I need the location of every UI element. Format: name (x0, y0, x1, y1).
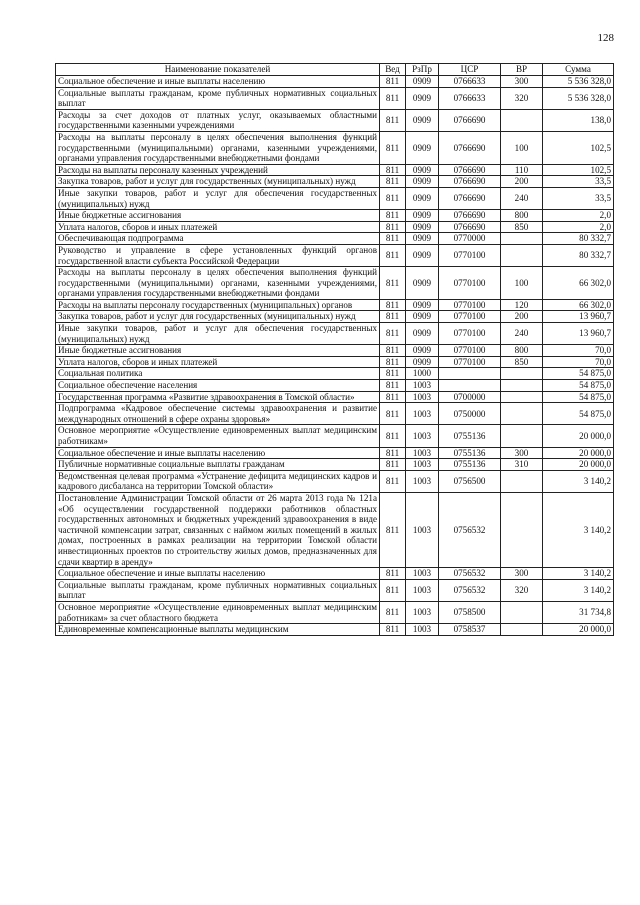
table-row (56, 299, 614, 311)
cell-ved: 811 (380, 425, 406, 447)
cell-sum: 3 140,2 (543, 470, 614, 492)
cell-ved: 811 (380, 345, 406, 357)
cell-rzpr: 1003 (406, 579, 439, 601)
cell-vr (501, 244, 543, 266)
table-row (56, 368, 614, 380)
cell-rzpr: 1003 (406, 624, 439, 636)
table-row (56, 492, 614, 567)
table-row (56, 391, 614, 403)
cell-csr: 0770100 (439, 311, 501, 323)
cell-vr (501, 391, 543, 403)
cell-sum: 54 875,0 (543, 403, 614, 425)
cell-csr (439, 380, 501, 392)
cell-ved: 811 (380, 492, 406, 567)
cell-rzpr: 0909 (406, 109, 439, 131)
cell-rzpr: 0909 (406, 299, 439, 311)
header-csr: ЦСР (439, 64, 501, 76)
cell-sum: 20 000,0 (543, 447, 614, 459)
cell-csr: 0755136 (439, 459, 501, 471)
cell-csr: 0756532 (439, 579, 501, 601)
cell-ved: 811 (380, 568, 406, 580)
cell-vr (501, 492, 543, 567)
cell-vr: 300 (501, 76, 543, 88)
cell-csr: 0750000 (439, 403, 501, 425)
cell-rzpr: 0909 (406, 210, 439, 222)
header-vr: ВР (501, 64, 543, 76)
cell-ved: 811 (380, 267, 406, 300)
cell-name: Иные бюджетные ассигнования (56, 345, 380, 357)
cell-name: Уплата налогов, сборов и иных платежей (56, 356, 380, 368)
cell-name: Основное мероприятие «Осуществление единовременных выплат медицинским работникам» за счет областного бюджета (56, 601, 380, 623)
table-row (56, 403, 614, 425)
cell-name: Социальная политика (56, 368, 380, 380)
cell-name: Постановление Администрации Томской области от 26 марта 2013 года № 121а «Об осуществлении государственной поддержки работников областных государственных автономных и бюджетных учреждений здравоохранения в виде частичной компенсации затрат, связанных с наймом жилых помещений в жилых домах, построенных в рамках реализации на территории Томской области инвестиционных проектов по строительству жилых домов, предназначенных для сдачи квартир в аренду» (56, 492, 380, 567)
table-row (56, 233, 614, 245)
cell-name: Закупка товаров, работ и услуг для государственных (муниципальных) нужд (56, 311, 380, 323)
cell-sum: 13 960,7 (543, 311, 614, 323)
cell-csr: 0756500 (439, 470, 501, 492)
table-row (56, 221, 614, 233)
cell-vr: 300 (501, 568, 543, 580)
cell-name: Основное мероприятие «Осуществление единовременных выплат медицинским работникам» (56, 425, 380, 447)
cell-name: Социальные выплаты гражданам, кроме публичных нормативных социальных выплат (56, 579, 380, 601)
cell-sum: 66 302,0 (543, 267, 614, 300)
cell-name: Расходы на выплаты персоналу в целях обеспечения выполнения функций государственными (муниципальными) органами, казенными учреждениями, органами управления государственными внебюджетными фондами (56, 267, 380, 300)
table-row (56, 579, 614, 601)
cell-csr: 0770100 (439, 356, 501, 368)
cell-name: Единовременные компенсационные выплаты медицинским (56, 624, 380, 636)
cell-vr (501, 470, 543, 492)
cell-rzpr: 1003 (406, 380, 439, 392)
cell-vr: 200 (501, 176, 543, 188)
cell-ved: 811 (380, 131, 406, 164)
cell-rzpr: 1003 (406, 391, 439, 403)
cell-rzpr: 0909 (406, 176, 439, 188)
cell-name: Публичные нормативные социальные выплаты гражданам (56, 459, 380, 471)
table-row (56, 624, 614, 636)
header-rzpr: РзПр (406, 64, 439, 76)
cell-ved: 811 (380, 459, 406, 471)
cell-csr: 0770000 (439, 233, 501, 245)
cell-vr: 100 (501, 131, 543, 164)
cell-csr: 0758500 (439, 601, 501, 623)
cell-csr: 0756532 (439, 568, 501, 580)
cell-vr: 100 (501, 267, 543, 300)
cell-ved: 811 (380, 109, 406, 131)
cell-rzpr: 1000 (406, 368, 439, 380)
table-row (56, 447, 614, 459)
cell-ved: 811 (380, 579, 406, 601)
cell-csr: 0766690 (439, 176, 501, 188)
cell-rzpr: 0909 (406, 267, 439, 300)
table-row (56, 267, 614, 300)
cell-sum: 20 000,0 (543, 459, 614, 471)
cell-sum: 70,0 (543, 356, 614, 368)
cell-sum: 80 332,7 (543, 244, 614, 266)
cell-csr: 0766690 (439, 187, 501, 209)
cell-sum: 54 875,0 (543, 368, 614, 380)
cell-ved: 811 (380, 210, 406, 222)
cell-csr (439, 368, 501, 380)
table-row (56, 244, 614, 266)
cell-rzpr: 0909 (406, 76, 439, 88)
cell-sum: 2,0 (543, 221, 614, 233)
cell-sum: 33,5 (543, 187, 614, 209)
cell-vr: 800 (501, 345, 543, 357)
cell-name: Иные закупки товаров, работ и услуг для обеспечения государственных (муниципальных) нужд (56, 323, 380, 345)
cell-sum: 66 302,0 (543, 299, 614, 311)
cell-name: Ведомственная целевая программа «Устранение дефицита медицинских кадров и кадрового дисбаланса на территории Томской области» (56, 470, 380, 492)
cell-sum: 33,5 (543, 176, 614, 188)
cell-ved: 811 (380, 624, 406, 636)
cell-csr: 0766690 (439, 164, 501, 176)
cell-rzpr: 0909 (406, 311, 439, 323)
cell-ved: 811 (380, 176, 406, 188)
table-row (56, 76, 614, 88)
cell-rzpr: 0909 (406, 244, 439, 266)
table-row (56, 176, 614, 188)
table-row (56, 187, 614, 209)
cell-name: Иные бюджетные ассигнования (56, 210, 380, 222)
cell-name: Социальное обеспечение и иные выплаты населению (56, 568, 380, 580)
cell-vr: 310 (501, 459, 543, 471)
cell-sum: 20 000,0 (543, 624, 614, 636)
cell-rzpr: 0909 (406, 131, 439, 164)
cell-rzpr: 0909 (406, 187, 439, 209)
cell-csr: 0766690 (439, 210, 501, 222)
cell-name: Расходы на выплаты персоналу государственных (муниципальных) органов (56, 299, 380, 311)
cell-vr: 850 (501, 356, 543, 368)
cell-rzpr: 0909 (406, 323, 439, 345)
cell-vr: 120 (501, 299, 543, 311)
cell-vr: 320 (501, 579, 543, 601)
cell-ved: 811 (380, 368, 406, 380)
cell-csr: 0766690 (439, 109, 501, 131)
cell-vr: 800 (501, 210, 543, 222)
cell-sum: 80 332,7 (543, 233, 614, 245)
cell-rzpr: 0909 (406, 164, 439, 176)
cell-name: Руководство и управление в сфере установленных функций органов государственной власти субъекта Российской Федерации (56, 244, 380, 266)
table-row (56, 323, 614, 345)
cell-rzpr: 1003 (406, 470, 439, 492)
cell-rzpr: 1003 (406, 425, 439, 447)
cell-vr: 300 (501, 447, 543, 459)
cell-ved: 811 (380, 403, 406, 425)
table-row (56, 164, 614, 176)
header-name: Наименование показателей (56, 64, 380, 76)
cell-ved: 811 (380, 244, 406, 266)
cell-vr: 850 (501, 221, 543, 233)
cell-vr (501, 624, 543, 636)
cell-vr: 110 (501, 164, 543, 176)
cell-name: Социальное обеспечение населения (56, 380, 380, 392)
cell-csr: 0770100 (439, 345, 501, 357)
cell-name: Подпрограмма «Кадровое обеспечение системы здравоохранения и развитие международных отношений в сфере охраны здоровья» (56, 403, 380, 425)
cell-vr: 240 (501, 187, 543, 209)
cell-ved: 811 (380, 87, 406, 109)
cell-ved: 811 (380, 356, 406, 368)
cell-sum: 3 140,2 (543, 568, 614, 580)
cell-csr: 0766690 (439, 131, 501, 164)
table-row (56, 380, 614, 392)
table-row (56, 109, 614, 131)
cell-name: Государственная программа «Развитие здравоохранения в Томской области» (56, 391, 380, 403)
cell-rzpr: 0909 (406, 233, 439, 245)
cell-name: Расходы на выплаты персоналу в целях обеспечения выполнения функций государственными (муниципальными) органами, казенными учреждениями, органами управления государственными внебюджетными фондами (56, 131, 380, 164)
cell-vr (501, 380, 543, 392)
cell-ved: 811 (380, 233, 406, 245)
cell-name: Обеспечивающая подпрограмма (56, 233, 380, 245)
cell-sum: 3 140,2 (543, 579, 614, 601)
cell-name: Закупка товаров, работ и услуг для государственных (муниципальных) нужд (56, 176, 380, 188)
cell-sum: 3 140,2 (543, 492, 614, 567)
table-row (56, 131, 614, 164)
cell-ved: 811 (380, 299, 406, 311)
table-row (56, 601, 614, 623)
table-row (56, 210, 614, 222)
cell-sum: 5 536 328,0 (543, 87, 614, 109)
cell-csr: 0766690 (439, 221, 501, 233)
cell-rzpr: 1003 (406, 568, 439, 580)
cell-ved: 811 (380, 601, 406, 623)
cell-sum: 54 875,0 (543, 380, 614, 392)
page-number: 128 (597, 32, 614, 44)
cell-sum: 54 875,0 (543, 391, 614, 403)
cell-rzpr: 1003 (406, 459, 439, 471)
cell-sum: 70,0 (543, 345, 614, 357)
cell-vr: 200 (501, 311, 543, 323)
cell-vr (501, 601, 543, 623)
cell-ved: 811 (380, 323, 406, 345)
cell-rzpr: 1003 (406, 492, 439, 567)
cell-vr (501, 109, 543, 131)
cell-vr: 240 (501, 323, 543, 345)
cell-name: Социальное обеспечение и иные выплаты населению (56, 447, 380, 459)
table-row (56, 470, 614, 492)
cell-csr: 0756532 (439, 492, 501, 567)
cell-sum: 138,0 (543, 109, 614, 131)
header-ved: Вед (380, 64, 406, 76)
cell-ved: 811 (380, 221, 406, 233)
cell-ved: 811 (380, 391, 406, 403)
cell-name: Иные закупки товаров, работ и услуг для обеспечения государственных (муниципальных) нужд (56, 187, 380, 209)
cell-rzpr: 0909 (406, 345, 439, 357)
table-row (56, 356, 614, 368)
cell-ved: 811 (380, 311, 406, 323)
cell-csr: 0766633 (439, 87, 501, 109)
table-row (56, 87, 614, 109)
cell-ved: 811 (380, 76, 406, 88)
cell-sum: 31 734,8 (543, 601, 614, 623)
cell-name: Социальные выплаты гражданам, кроме публичных нормативных социальных выплат (56, 87, 380, 109)
cell-vr: 320 (501, 87, 543, 109)
table-body (56, 76, 614, 636)
cell-csr: 0766633 (439, 76, 501, 88)
cell-rzpr: 1003 (406, 403, 439, 425)
cell-rzpr: 1003 (406, 601, 439, 623)
cell-sum: 102,5 (543, 131, 614, 164)
cell-vr (501, 403, 543, 425)
cell-vr (501, 233, 543, 245)
cell-rzpr: 1003 (406, 447, 439, 459)
cell-name: Расходы за счет доходов от платных услуг, оказываемых областными государственными казенными учреждениями (56, 109, 380, 131)
cell-ved: 811 (380, 470, 406, 492)
table-row (56, 345, 614, 357)
table-header-row (56, 64, 614, 76)
cell-csr: 0700000 (439, 391, 501, 403)
cell-rzpr: 0909 (406, 356, 439, 368)
table-row (56, 459, 614, 471)
cell-sum: 102,5 (543, 164, 614, 176)
cell-csr: 0770100 (439, 299, 501, 311)
cell-sum: 5 536 328,0 (543, 76, 614, 88)
cell-ved: 811 (380, 164, 406, 176)
cell-name: Социальное обеспечение и иные выплаты населению (56, 76, 380, 88)
cell-csr: 0755136 (439, 447, 501, 459)
cell-name: Уплата налогов, сборов и иных платежей (56, 221, 380, 233)
cell-csr: 0770100 (439, 323, 501, 345)
table-row (56, 311, 614, 323)
cell-ved: 811 (380, 447, 406, 459)
table-row (56, 425, 614, 447)
cell-csr: 0758537 (439, 624, 501, 636)
cell-sum: 20 000,0 (543, 425, 614, 447)
budget-table (55, 63, 614, 636)
cell-csr: 0770100 (439, 267, 501, 300)
cell-csr: 0770100 (439, 244, 501, 266)
table-row (56, 568, 614, 580)
cell-vr (501, 368, 543, 380)
cell-ved: 811 (380, 380, 406, 392)
cell-sum: 2,0 (543, 210, 614, 222)
cell-csr: 0755136 (439, 425, 501, 447)
cell-rzpr: 0909 (406, 221, 439, 233)
cell-name: Расходы на выплаты персоналу казенных учреждений (56, 164, 380, 176)
cell-vr (501, 425, 543, 447)
header-sum: Сумма (543, 64, 614, 76)
cell-ved: 811 (380, 187, 406, 209)
cell-sum: 13 960,7 (543, 323, 614, 345)
cell-rzpr: 0909 (406, 87, 439, 109)
